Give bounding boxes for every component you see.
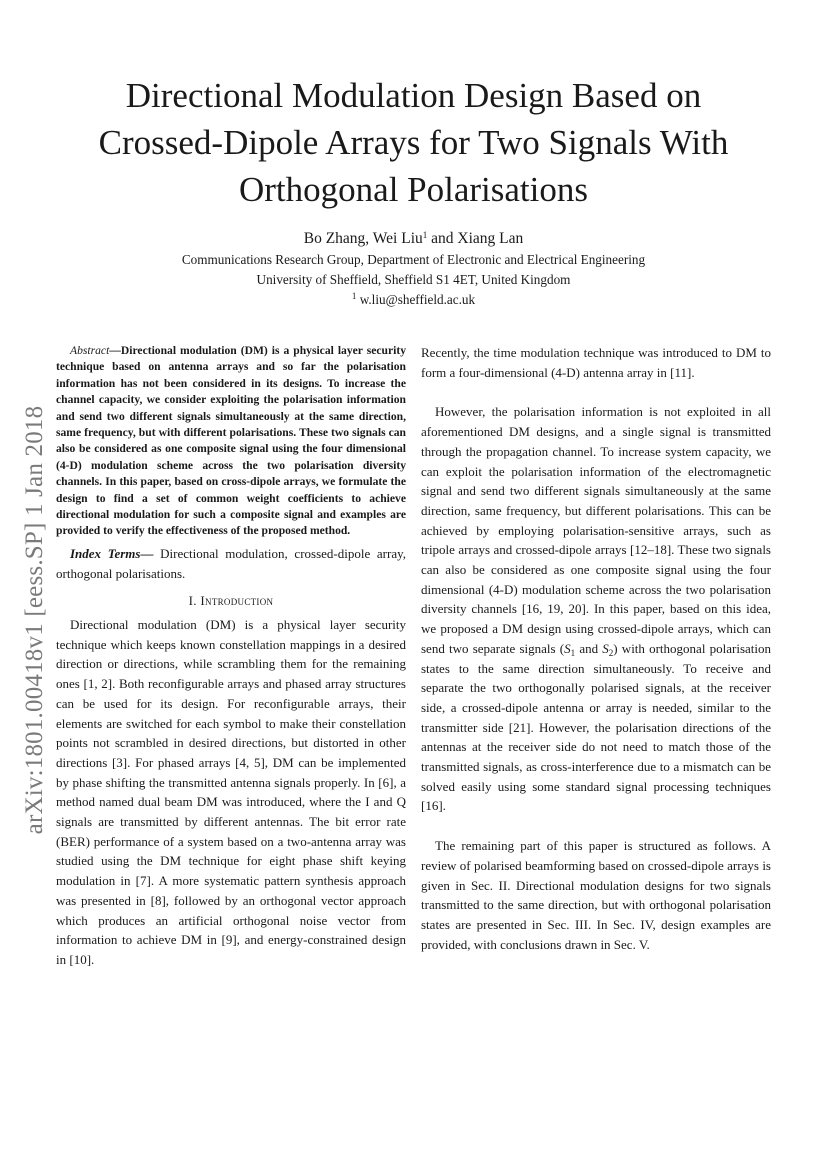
email-address: w.liu@sheffield.ac.uk	[359, 292, 476, 307]
signal-s1-symbol: S	[564, 640, 571, 656]
index-terms	[56, 544, 406, 583]
email-superscript: 1	[351, 291, 357, 301]
section-heading-introduction	[56, 591, 406, 611]
affiliation-line-1: Communications Research Group, Department of Electronic and Electrical Engineering	[181, 252, 646, 267]
intro-paragraph-4: The remaining part of this paper is structured as follows. A review of polarised beamforming based on crossed-dipole arrays is given in Sec. II. Directional modulation designs for two signals transmitted to the same direction, but with orthogonal polarisation states are presented in Sec. III. In Sec. IV, design examples are provided, with conclusions drawn in Sec. V.	[421, 838, 771, 952]
author-names-a: Bo Zhang, Wei Liu	[303, 230, 423, 247]
left-column	[56, 343, 406, 970]
title-line-2: Crossed-Dipole Arrays for Two Signals With	[98, 123, 729, 162]
intro-paragraph-2: Recently, the time modulation technique was introduced to DM to form a four-dimensional (4-D) antenna array in [11].	[421, 345, 771, 380]
section-number: I.	[188, 593, 197, 609]
author-list	[60, 228, 767, 249]
paragraph-3-and: and	[575, 640, 603, 656]
right-column	[421, 343, 771, 954]
index-terms-text: Directional modulation, crossed-dipole array, orthogonal polarisations.	[56, 545, 407, 581]
intro-paragraph-3	[421, 402, 771, 816]
index-terms-label: Index Terms—	[70, 545, 154, 561]
arxiv-identifier-stamp	[10, 370, 60, 870]
signal-s2-symbol: S	[602, 640, 609, 656]
paragraph-3-part-a: However, the polarisation information is not exploited in all aforementioned DM designs, and a single signal is transmitted through the propagation channel. To increase system capacity, we can exploit the polarisation information of the electromagnetic signal and send two different signals simultaneously at the same direction, same frequency, but different polarisations. This can be achieved by employing polarisation-sensitive arrays, such as tripole arrays and crossed-dipole arrays [12–18]. These two signals can also be considered as one composite signal using the four dimensional (4-D) modulation scheme across the two polarisation diversity channels [16, 19, 20]. In this paper, based on this idea, we proposed a DM design using crossed-dipole arrays, which can send two separate signals (	[421, 404, 771, 656]
abstract-text: —Directional modulation (DM) is a physical layer security technique based on antenna arrays and so far the polarisation information has not been considered in its designs. To increase the channel capacity, we consider exploiting the polarisation information and send two different signals simultaneously at the same direction, same frequency, but with different polarisations. These two signals can also be considered as one composite signal using the four dimensional (4-D) modulation scheme across the two polarisation diversity channels. In this paper, based on cross-dipole arrays, we formulate the design to find a set of common weight coefficients to achieve directional modulation for such a composite signal and examples are provided to verify the effectiveness of the proposed method.	[56, 344, 406, 538]
paper-title	[60, 72, 767, 213]
author-superscript: 1	[422, 230, 428, 240]
title-line-3: Orthogonal Polarisations	[239, 170, 588, 209]
title-line-1: Directional Modulation Design Based on	[125, 76, 702, 115]
paragraph-3-part-b: ) with orthogonal polarisation states to the same direction simultaneously. To receive and separate the two orthogonally polarised signals, at the receiver side, a crossed-dipole antenna or array is needed, similar to the transmitter side [21]. However, the polarisation directions of the antennas at the receiver side do not need to match those of the transmitted signals, as cross-interference due to a mismatch can be solved easily using some standard signal processing techniques [16].	[421, 640, 771, 814]
signal-s1-subscript: 1	[570, 647, 576, 658]
abstract	[56, 343, 406, 540]
intro-paragraph-1: Directional modulation (DM) is a physical layer security technique which keeps known constellation mappings in a desired direction or directions, while scrambling them for the remaining ones [1, 2]. Both reconfigurable arrays and phased array structures can be used for its design. For reconfigurable arrays, their elements are switched for each symbol to make their constellation points not scrambled in desired directions, but distorted in other directions [3]. For phased arrays [4, 5], DM can be implemented by phase shifting the transmitted antenna signals properly. In [6], a method named dual beam DM was introduced, where the I and Q signals are transmitted by different antennas. The bit error rate (BER) performance of a system based on a two-antenna array was studied using the DM technique for eight phase shift keying modulation in [7]. A more systematic pattern synthesis approach was presented in [8], followed by an orthogonal vector approach which produces an artificial orthogonal noise vector from information to achieve DM in [9], and energy-constrained design in [10].	[56, 616, 406, 967]
signal-s2-subscript: 2	[608, 647, 614, 658]
author-names-b: and Xiang Lan	[427, 230, 524, 247]
arxiv-id-text: arXiv:1801.00418v1 [eess.SP] 1 Jan 2018	[21, 405, 48, 835]
abstract-label: Abstract	[70, 344, 110, 357]
section-title: Introduction	[200, 593, 274, 609]
affiliation-line-2: University of Sheffield, Sheffield S1 4ET, United Kingdom	[256, 272, 571, 287]
email-line	[60, 290, 767, 310]
